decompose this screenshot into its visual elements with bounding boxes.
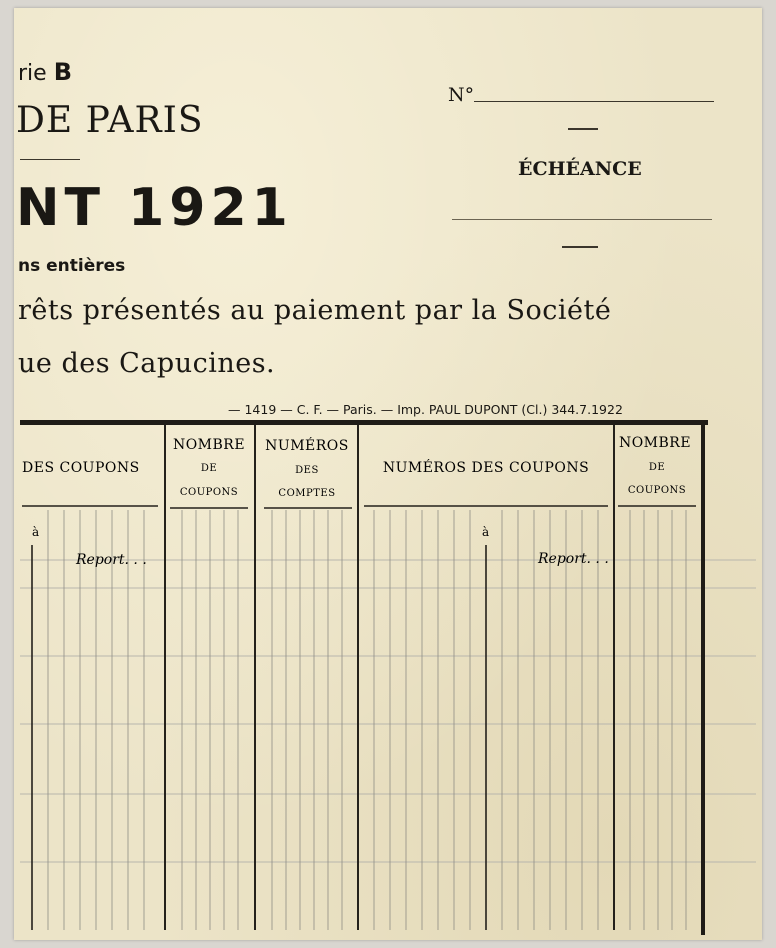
svg-text:COMPTES: COMPTES bbox=[278, 488, 336, 499]
table-top-rule bbox=[20, 420, 708, 425]
range-mark: à bbox=[32, 525, 40, 539]
col-header-nombre: NOMBRE bbox=[172, 437, 246, 453]
svg-text:COUPONS: COUPONS bbox=[179, 487, 239, 498]
serie-label: rie B bbox=[18, 58, 72, 86]
report-label: Report. . . bbox=[538, 551, 609, 567]
svg-text:COUPONS: COUPONS bbox=[627, 485, 687, 496]
col-header-nombre-2: NOMBRE bbox=[618, 435, 692, 451]
col-header-numeros-coupons: NUMÉROS DES COUPONS bbox=[382, 460, 590, 476]
col-header-coupons: DES COUPONS bbox=[22, 460, 140, 476]
echeance-label: ÉCHÉANCE bbox=[518, 158, 642, 180]
range-mark: à bbox=[482, 525, 490, 539]
printer-imprint: — 1419 — C. F. — Paris. — Imp. PAUL DUPONT (Cl.) 344.7.1922 bbox=[228, 402, 623, 417]
svg-text:DE: DE bbox=[648, 462, 666, 473]
col-header-numeros-comptes: NUMÉROS bbox=[265, 438, 349, 454]
loan-title: NT 1921 bbox=[16, 178, 293, 238]
svg-text:DE: DE bbox=[200, 463, 218, 474]
city-title: DE PARIS bbox=[16, 100, 204, 141]
column-dividers bbox=[165, 425, 614, 930]
svg-text:DES: DES bbox=[295, 465, 319, 476]
number-label: N° bbox=[448, 84, 475, 106]
serie-letter: B bbox=[53, 58, 72, 86]
description-line-1: rêts présentés au paiement par la Société bbox=[18, 295, 612, 326]
ruled-lines bbox=[20, 560, 756, 862]
subtitle-entieres: ns entières bbox=[18, 256, 126, 276]
column-hairlines bbox=[48, 510, 686, 930]
report-label: Report. . . bbox=[76, 552, 147, 568]
description-line-2: ue des Capucines. bbox=[18, 348, 276, 379]
